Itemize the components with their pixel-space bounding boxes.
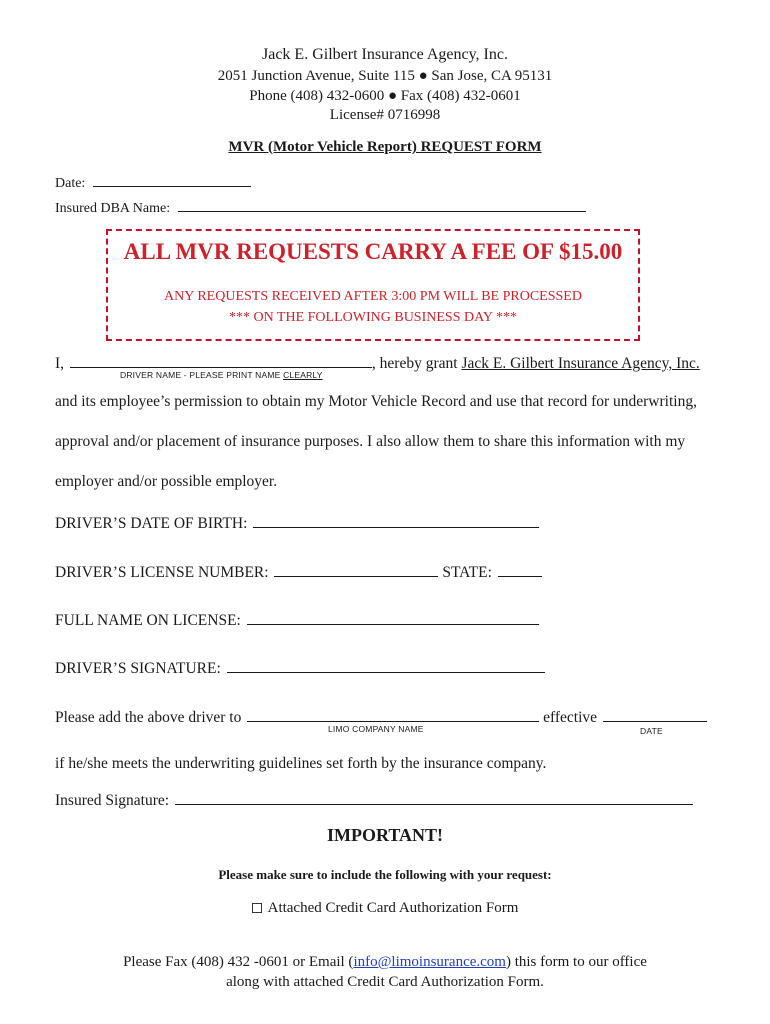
driver-name-field[interactable] [70, 353, 372, 368]
license-number-field[interactable] [274, 562, 438, 577]
driver-signature-label: DRIVER’S SIGNATURE: [55, 660, 221, 677]
guidelines-text: if he/she meets the underwriting guidelines set forth by the insurance company. [55, 755, 547, 772]
form-title: MVR (Motor Vehicle Report) REQUEST FORM [228, 139, 542, 155]
dob-field[interactable] [253, 513, 539, 528]
consent-line4: employer and/or possible employer. [55, 473, 278, 490]
driver-name-caption-emph: CLEARLY [283, 370, 323, 380]
company-name: Jack E. Gilbert Insurance Agency, Inc. [262, 46, 508, 63]
consent-grant-text: , hereby grant [371, 355, 458, 372]
driver-signature-field[interactable] [227, 658, 545, 673]
fullname-label: FULL NAME ON LICENSE: [55, 612, 241, 629]
fax-instructions-line2: along with attached Credit Card Authorization Form. [226, 974, 544, 990]
license-row [55, 562, 542, 582]
email-link[interactable]: info@limoinsurance.com [353, 954, 506, 970]
date-label: Date: [55, 176, 86, 191]
driver-name-caption [120, 370, 323, 380]
insured-signature-label: Insured Signature: [55, 792, 170, 809]
date-row [55, 172, 251, 192]
checkbox-icon[interactable] [252, 903, 262, 913]
dob-row [55, 513, 539, 533]
state-field[interactable] [498, 562, 542, 577]
checklist-item [0, 900, 770, 917]
fee-headline: ALL MVR REQUESTS CARRY A FEE OF $15.00 [123, 239, 623, 264]
company-license: License# 0716998 [329, 107, 441, 123]
company-phone-fax: Phone (408) 432-0600 ● Fax (408) 432-0601 [249, 88, 521, 104]
important-subtitle: Please make sure to include the following with your request: [218, 867, 552, 882]
fee-notice-line2: *** ON THE FOLLOWING BUSINESS DAY *** [228, 310, 518, 325]
dba-field[interactable] [178, 197, 586, 212]
consent-line3: approval and/or placement of insurance purposes. I also allow them to share this information with my [55, 433, 686, 450]
state-label: STATE: [442, 564, 492, 581]
date-caption: DATE [640, 726, 663, 736]
fullname-field[interactable] [247, 610, 539, 625]
effective-date-field[interactable] [603, 707, 707, 722]
important-title: IMPORTANT! [326, 825, 444, 845]
dba-label: Insured DBA Name: [55, 201, 171, 216]
dba-row [55, 197, 586, 217]
limo-company-caption: LIMO COMPANY NAME [328, 724, 424, 734]
fee-notice-line1: ANY REQUESTS RECEIVED AFTER 3:00 PM WILL BE PROCESSED [164, 289, 582, 304]
fax-suffix: ) this form to our office [505, 954, 647, 970]
add-driver-prefix: Please add the above driver to [55, 709, 242, 726]
consent-prefix: I, [55, 355, 65, 372]
insured-signature-row [55, 790, 693, 810]
fullname-row [55, 610, 539, 630]
limo-company-field[interactable] [247, 707, 539, 722]
fax-instructions-line1 [0, 954, 770, 971]
checklist-item-label: Attached Credit Card Authorization Form [267, 900, 519, 916]
effective-label: effective [543, 709, 598, 726]
driver-signature-row [55, 658, 545, 678]
driver-name-caption-text: DRIVER NAME - PLEASE PRINT NAME [120, 370, 281, 380]
consent-line2: and its employee’s permission to obtain my Motor Vehicle Record and use that record for underwriting, [55, 393, 697, 410]
fax-prefix: Please Fax (408) 432 -0601 or Email ( [123, 954, 354, 970]
license-label: DRIVER’S LICENSE NUMBER: [55, 564, 269, 581]
insured-signature-field[interactable] [175, 790, 693, 805]
date-field[interactable] [93, 172, 251, 187]
dob-label: DRIVER’S DATE OF BIRTH: [55, 515, 248, 532]
agency-name-underlined: Jack E. Gilbert Insurance Agency, Inc. [461, 355, 700, 372]
company-address: 2051 Junction Avenue, Suite 115 ● San Jose, CA 95131 [217, 68, 553, 84]
